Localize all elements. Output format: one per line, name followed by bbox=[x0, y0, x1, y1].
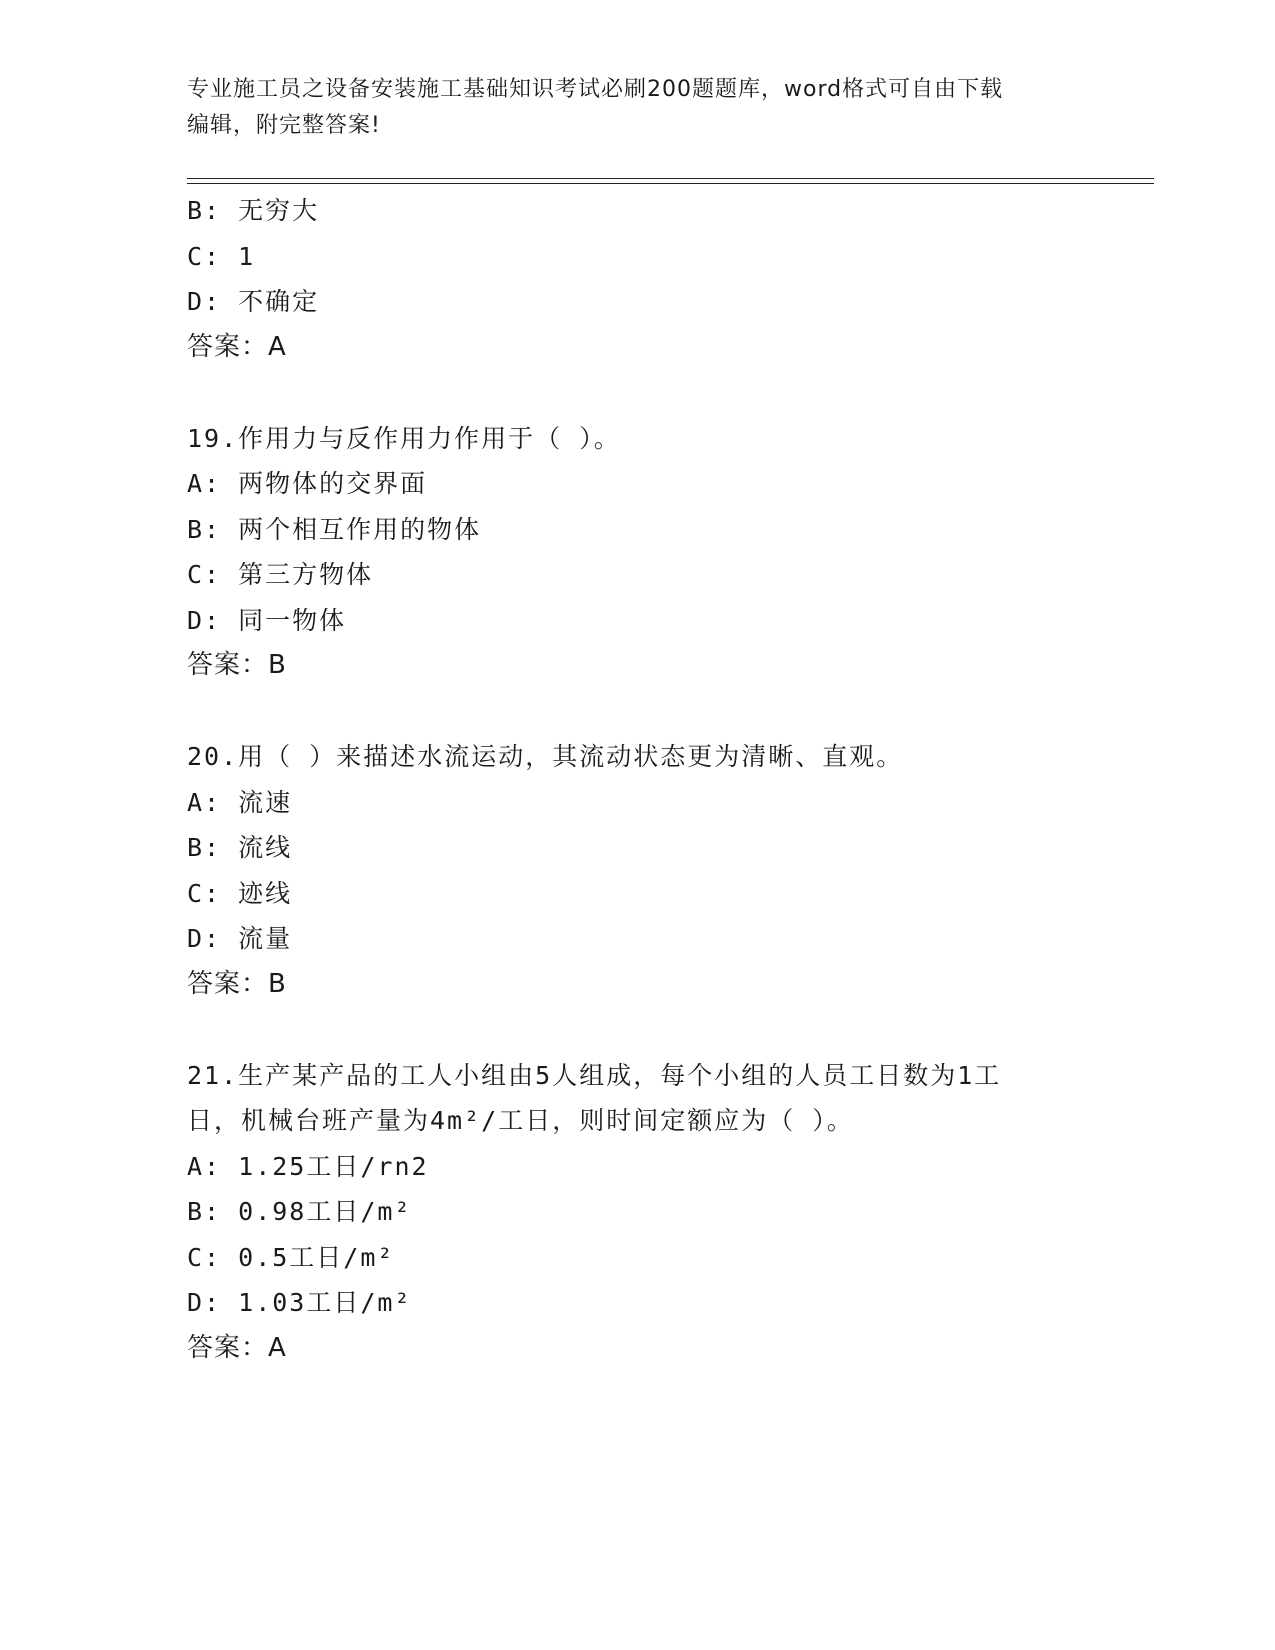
option-c: C: 第三方物体 bbox=[187, 560, 374, 589]
option-b: B: 两个相互作用的物体 bbox=[187, 514, 482, 544]
header-rule-bottom bbox=[187, 183, 1154, 184]
option-c: C: 迹线 bbox=[187, 878, 293, 908]
question-content bbox=[187, 188, 1107, 1371]
answer-line: 答案：B bbox=[187, 968, 287, 999]
question-20 bbox=[187, 734, 1107, 1007]
header-rule-top bbox=[187, 178, 1154, 179]
option-d: D: 同一物体 bbox=[187, 605, 347, 635]
question-stem: 19.作用力与反作用力作用于（ ）。 bbox=[187, 423, 621, 453]
option-d: D: 流量 bbox=[187, 924, 293, 953]
question-21 bbox=[187, 1053, 1107, 1372]
option-c: C: 1 bbox=[187, 241, 256, 271]
option-d: D: 不确定 bbox=[187, 287, 320, 316]
question-19 bbox=[187, 416, 1107, 689]
option-a: A: 1.25工日/rn2 bbox=[187, 1151, 429, 1181]
question-stem: 21.生产某产品的工人小组由5人组成，每个小组的人员工日数为1工 日，机械台班产量为4m²/工日，则时间定额应为（ ）。 bbox=[187, 1060, 1002, 1135]
option-d: D: 1.03工日/m² bbox=[187, 1288, 412, 1317]
partial-question-18 bbox=[187, 188, 1107, 370]
option-c: C: 0.5工日/m² bbox=[187, 1242, 395, 1272]
question-stem: 20.用（ ）来描述水流运动，其流动状态更为清晰、直观。 bbox=[187, 742, 904, 771]
option-b: B: 无穷大 bbox=[187, 196, 320, 225]
option-b: B: 0.98工日/m² bbox=[187, 1197, 412, 1226]
option-b: B: 流线 bbox=[187, 833, 293, 862]
answer-line: 答案：B bbox=[187, 650, 287, 680]
answer-line: 答案：A bbox=[187, 331, 287, 362]
answer-line: 答案：A bbox=[187, 1332, 287, 1363]
document-header-title: 专业施工员之设备安装施工基础知识考试必刷200题题库，word格式可自由下载 编辑，附完整答案! bbox=[187, 77, 1004, 138]
option-a: A: 两物体的交界面 bbox=[187, 469, 428, 498]
option-a: A: 流速 bbox=[187, 787, 293, 817]
